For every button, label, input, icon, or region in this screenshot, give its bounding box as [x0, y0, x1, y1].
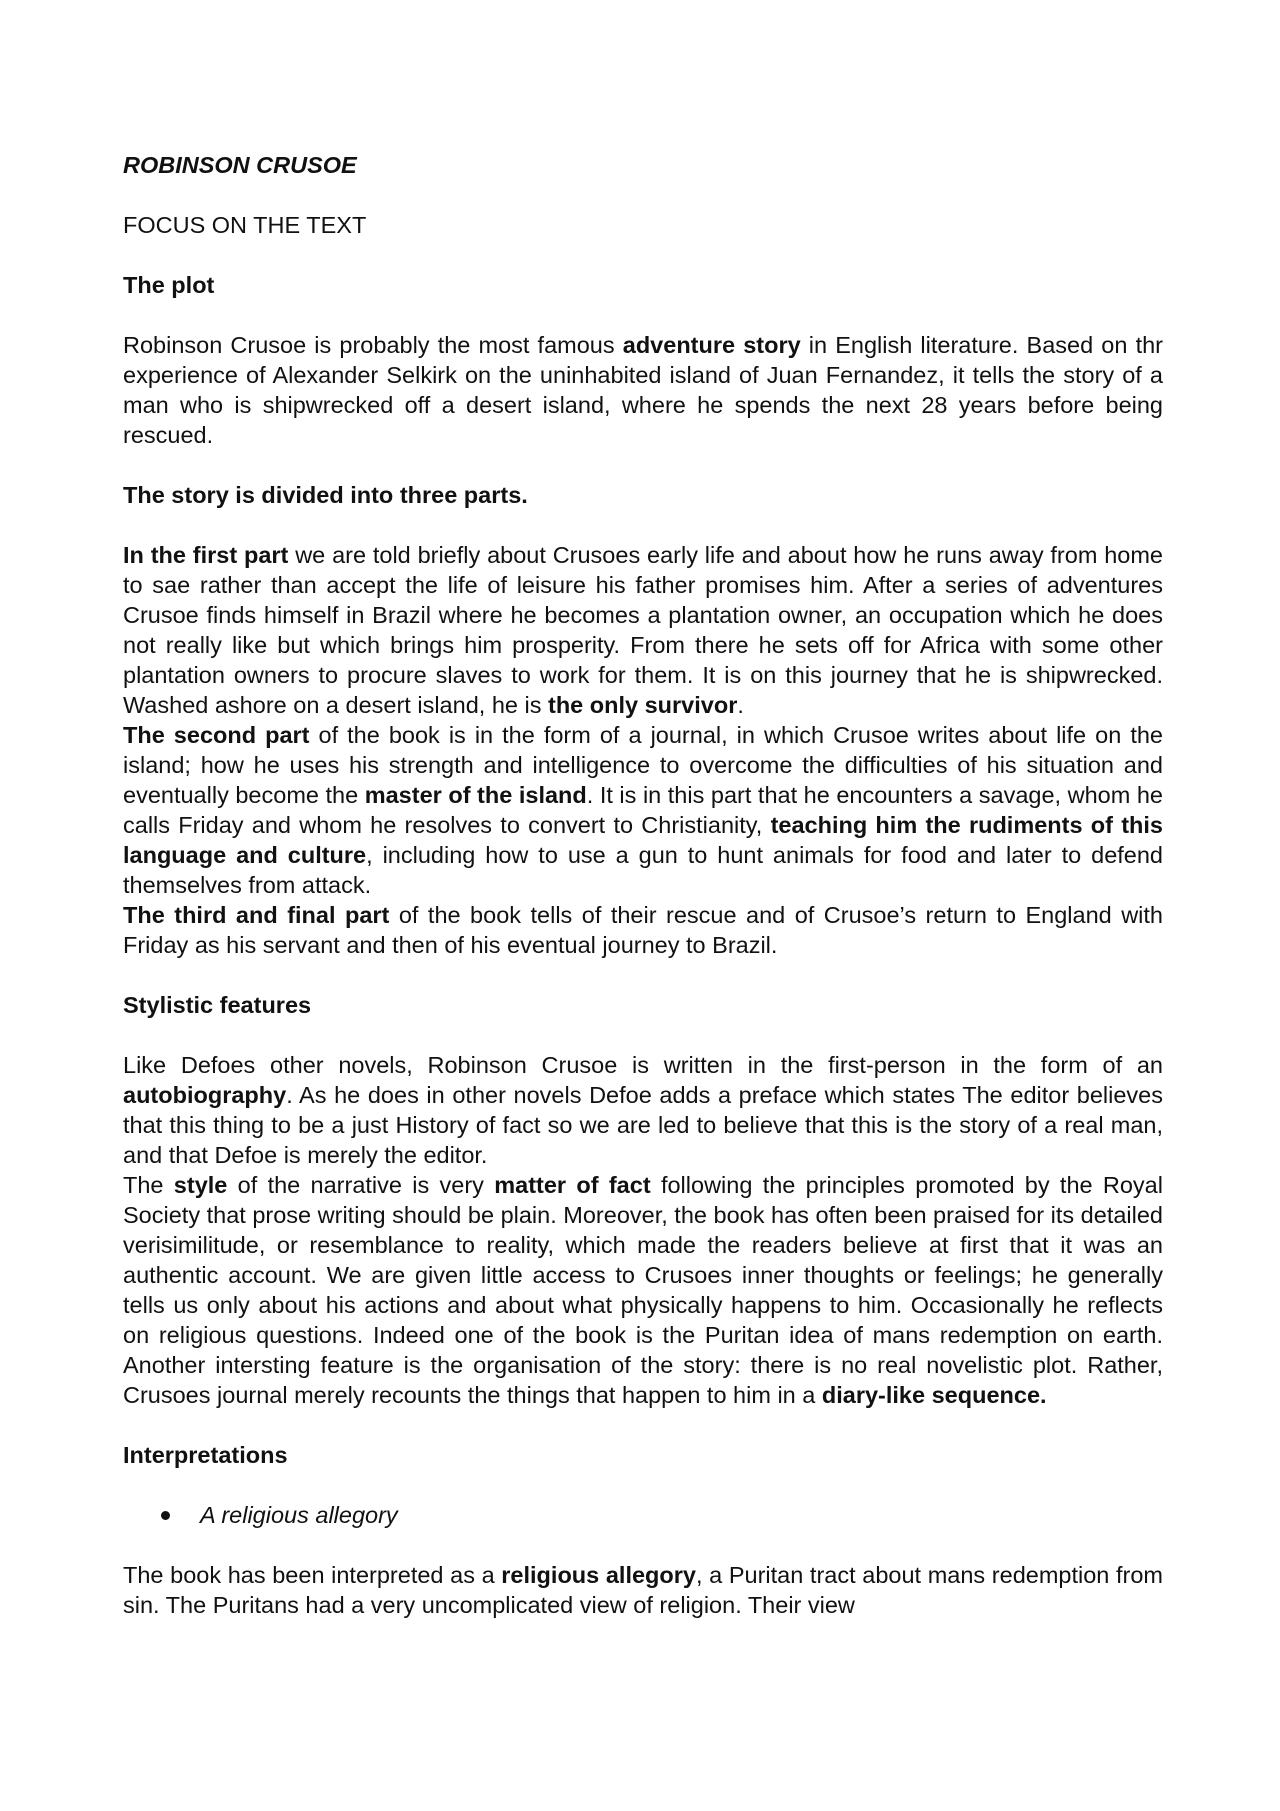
heading-parts: The story is divided into three parts. — [123, 482, 528, 508]
bold-text: teaching him the rudiments of this language and culture — [123, 812, 1163, 868]
bold-text: master of the island — [364, 782, 587, 808]
paragraph-first-part — [123, 540, 1163, 720]
paragraph-allegory — [123, 1560, 1163, 1620]
text-run: Robinson Crusoe is probably the most famous — [123, 332, 623, 358]
text-run: . It is in this part that he encounters a savage, whom he calls Friday and whom he resolves to convert to Christianity, — [123, 782, 1163, 838]
heading-interpretations: Interpretations — [123, 1442, 288, 1468]
bullet-icon — [161, 1511, 170, 1520]
text-run: . — [737, 692, 744, 718]
text-run: in English literature. Based on thr experience of Alexander Selkirk on the uninhabited island of Juan Fernandez, it tells the story of a man who is shipwrecked off a desert island, where he spends the next 28 years before being rescued. — [123, 332, 1163, 448]
text-run: we are told briefly about Crusoes early life and about how he runs away from home to sae rather than accept the life of leisure his father promises him. After a series of adventures Crusoe finds himself in Brazil where he becomes a plantation owner, an occupation which he does not really like but which brings him prosperity. From there he sets off for Africa with some other plantation owners to procure slaves to work for them. It is on this journey that he is shipwrecked. Washed ashore on a desert island, he is — [123, 542, 1163, 718]
text-run: Like Defoes other novels, Robinson Crusoe is written in the first-person in the form of an — [123, 1052, 1163, 1078]
bold-text: style — [173, 1172, 228, 1198]
document-page — [123, 150, 1163, 1620]
document-title: ROBINSON CRUSOE — [123, 152, 357, 178]
text-run: of the narrative is very — [227, 1172, 495, 1198]
section-label: FOCUS ON THE TEXT — [123, 212, 367, 238]
paragraph-third-part — [123, 900, 1163, 960]
paragraph-intro — [123, 330, 1163, 450]
text-run: . As he does in other novels Defoe adds a preface which states The editor believes that this thing to be a just History of fact so we are led to believe that this is the story of a real man, and that Defoe is merely the editor. — [123, 1082, 1163, 1168]
bold-text: In the first part — [123, 542, 289, 568]
bold-text: diary-like sequence. — [821, 1382, 1047, 1408]
text-run: of the book is in the form of a journal, in which Crusoe writes about life on the island; how he uses his strength and intelligence to overcome the difficulties of his situation and eventually become the — [123, 722, 1163, 808]
bold-text: autobiography — [123, 1082, 287, 1108]
heading-plot: The plot — [123, 272, 215, 298]
paragraph-style-1 — [123, 1050, 1163, 1170]
bold-text: The third and final part — [123, 902, 390, 928]
bold-text: religious allegory — [501, 1562, 696, 1588]
bold-text: The second part — [123, 722, 310, 748]
paragraph-style-2 — [123, 1170, 1163, 1410]
text-run: of the book tells of their rescue and of Crusoe’s return to England with Friday as his servant and then of his eventual journey to Brazil. — [123, 902, 1163, 958]
heading-stylistic: Stylistic features — [123, 992, 312, 1018]
bold-text: matter of fact — [494, 1172, 651, 1198]
text-run: , including how to use a gun to hunt animals for food and later to defend themselves from attack. — [123, 842, 1164, 898]
bullet-item — [161, 1500, 1163, 1530]
paragraph-second-part — [123, 720, 1163, 900]
bold-text: adventure story — [622, 332, 801, 358]
bullet-text: A religious allegory — [200, 1502, 398, 1528]
text-run: The book has been interpreted as a — [123, 1562, 502, 1588]
text-run: following the principles promoted by the Royal Society that prose writing should be plain. Moreover, the book has often been praised for its detailed verisimilitude, or resemblance to reality, which made the readers believe at first that it was an authentic account. We are given little access to Crusoes inner thoughts or feelings; he generally tells us only about his actions and about what physically happens to him. Occasionally he reflects on religious questions. Indeed one of the book is the Puritan idea of mans redemption on earth. Another intersting feature is the organisation of the story: there is no real novelistic plot. Rather, Crusoes journal merely recounts the things that happen to him in a — [123, 1172, 1163, 1408]
bold-text: the only survivor — [548, 692, 738, 718]
text-run: , a Puritan tract about mans redemption from sin. The Puritans had a very uncomplicated view of religion. Their view — [123, 1562, 1164, 1618]
text-run: The — [123, 1172, 174, 1198]
